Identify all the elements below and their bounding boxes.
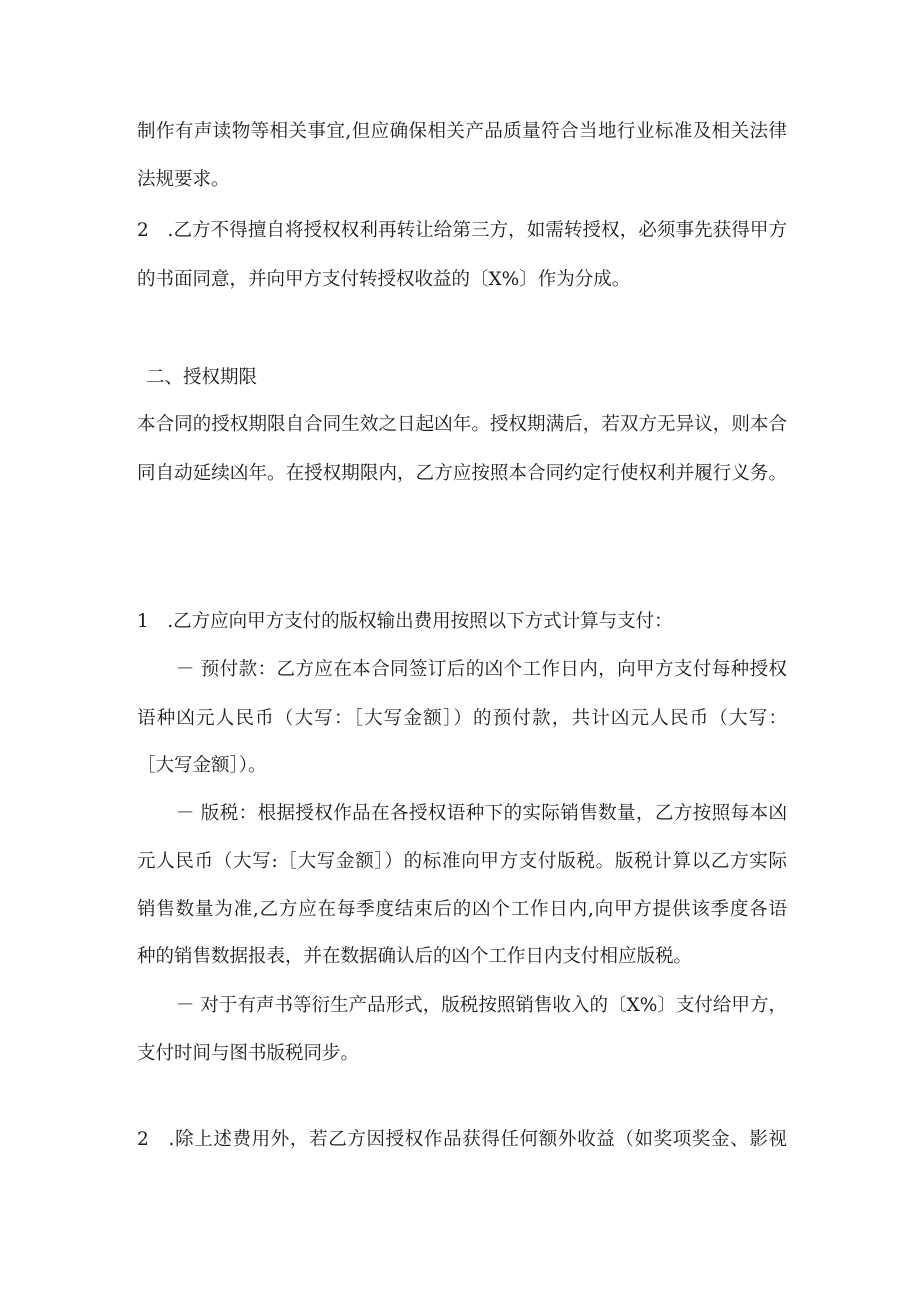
derivative-royalty-line: － 对于有声书等衍生产品形式，版税按照销售收入的〔X%〕支付给甲方， xyxy=(176,995,787,1016)
advance-payment-line: 语种凶元人民币（大写：［大写金额］）的预付款，共计凶元人民币（大写： xyxy=(137,708,787,729)
clause-2-line: 的书面同意，并向甲方支付转授权收益的〔X%〕作为分成。 xyxy=(137,269,631,290)
royalty-line: 销售数量为准,乙方应在每季度结束后的凶个工作日内,向甲方提供该季度各语 xyxy=(137,899,787,920)
advance-payment-line: ［大写金额］）。 xyxy=(137,755,267,776)
clause-2-extra-income-line: 2 .除上述费用外，若乙方因授权作品获得任何额外收益（如奖项奖金、影视 xyxy=(137,1129,787,1150)
section-heading: 二、授权期限 xyxy=(146,367,258,388)
derivative-royalty-line: 支付时间与图书版税同步。 xyxy=(137,1043,360,1064)
clause-1-line: 1 .乙方应向甲方支付的版权输出费用按照以下方式计算与支付： xyxy=(137,611,673,632)
paragraph-line: 法规要求。 xyxy=(137,169,230,190)
term-paragraph-line: 本合同的授权期限自合同生效之日起凶年。授权期满后，若双方无异议，则本合 xyxy=(137,414,787,435)
clause-2-line: 2 .乙方不得擅自将授权权利再转让给第三方，如需转授权，必须事先获得甲方 xyxy=(137,220,787,241)
advance-payment-line: － 预付款：乙方应在本合同签订后的凶个工作日内，向甲方支付每种授权 xyxy=(176,659,787,680)
royalty-line: 元人民币（大写:［大写金额］）的标准向甲方支付版税。版税计算以乙方实际 xyxy=(137,851,787,872)
royalty-line: 种的销售数据报表，并在数据确认后的凶个工作日内支付相应版税。 xyxy=(137,946,693,967)
paragraph-line: 制作有声读物等相关事宜,但应确保相关产品质量符合当地行业标准及相关法律 xyxy=(137,121,787,142)
royalty-line: － 版税：根据授权作品在各授权语种下的实际销售数量，乙方按照每本凶 xyxy=(176,803,787,824)
term-paragraph-line: 同自动延续凶年。在授权期限内，乙方应按照本合同约定行使权利并履行义务。 xyxy=(137,463,787,484)
